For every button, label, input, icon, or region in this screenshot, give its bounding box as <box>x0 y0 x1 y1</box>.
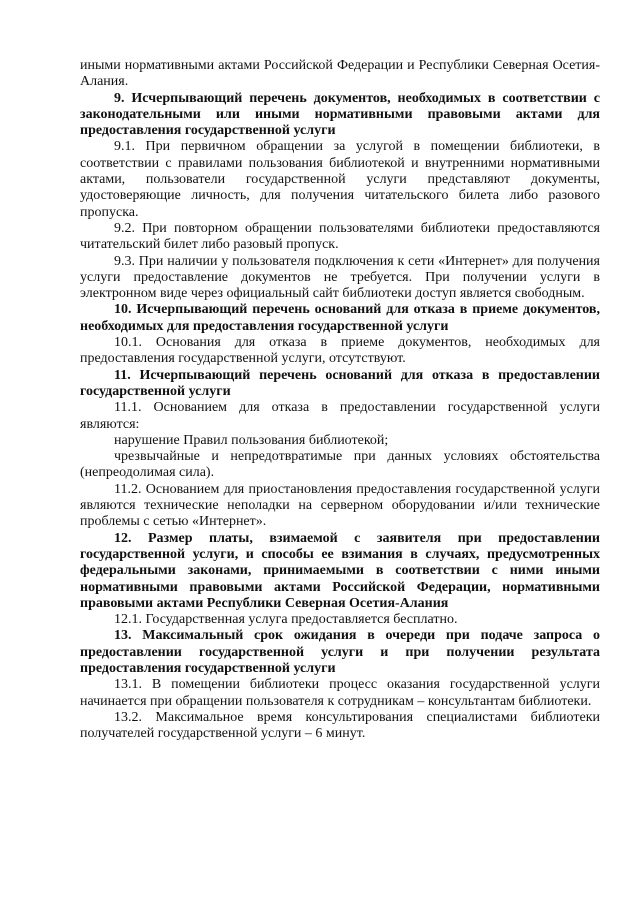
paragraph-11-2: 11.2. Основанием для приостановления предоставления государственной услуги являются технические неполадки на серверном оборудовании и/или технические проблемы с сетью «Интернет». <box>80 481 600 530</box>
paragraph-9-1: 9.1. При первичном обращении за услугой в помещении библиотеки, в соответствии с правилами пользования библиотекой и внутренними нормативными актами, пользователи государственной услуги представляют документы, удостоверяющие личность, для получения читательского билета либо разового пропуска. <box>80 139 600 220</box>
paragraph-12-1: 12.1. Государственная услуга предоставляется бесплатно. <box>114 612 458 628</box>
section-heading-10: 10. Исчерпывающий перечень оснований для отказа в приеме документов, необходимых для предоставления государственной услуги <box>80 302 600 334</box>
paragraph-9-2: 9.2. При повторном обращении пользователями библиотеки предоставляются читательский билет либо разовый пропуск. <box>80 220 600 253</box>
paragraph-10-1: 10.1. Основания для отказа в приеме документов, необходимых для предоставления государственной услуги, отсутствуют. <box>80 335 600 367</box>
paragraph-9-3: 9.3. При наличии у пользователя подключения к сети «Интернет» для получения услуги предоставление документов не требуется. При получении услуги в электронном виде через официальный сайт библиотеки доступ является свободным. <box>80 253 600 302</box>
list-item-force-majeure: чрезвычайные и непредотвратимые при данных условиях обстоятельства (непреодолимая сила). <box>80 449 600 481</box>
paragraph-continuation: иными нормативными актами Российской Федерации и Республики Северная Осетия-Алания. <box>80 58 600 90</box>
list-item-rules-violation: нарушение Правил пользования библиотекой; <box>114 432 389 448</box>
section-heading-9: 9. Исчерпывающий перечень документов, необходимых в соответствии с законодательными или иными нормативными правовыми актами для предоставления государственной услуги <box>80 90 600 139</box>
section-heading-13: 13. Максимальный срок ожидания в очереди при подаче запроса о предоставлении государственной услуги и при получении результата предоставления государственной услуги <box>80 628 600 676</box>
section-heading-11: 11. Исчерпывающий перечень оснований для отказа в предоставлении государственной услуги <box>80 367 600 399</box>
paragraph-13-1: 13.1. В помещении библиотеки процесс оказания государственной услуги начинается при обращении пользователя к сотрудникам – консультантам библиотеки. <box>80 677 600 709</box>
section-heading-12: 12. Размер платы, взимаемой с заявителя при предоставлении государственной услуги, и способы ее взимания в случаях, предусмотренных федеральными законами, принимаемыми в соответствии с ними иными нормативными правовыми актами Российской Федерации, нормативными правовыми актами Республики Северная Осетия-Алания <box>80 530 600 611</box>
paragraph-13-2: 13.2. Максимальное время консультирования специалистами библиотеки получателей государственной услуги – 6 минут. <box>80 709 600 742</box>
document-page <box>80 58 600 742</box>
paragraph-11-1: 11.1. Основанием для отказа в предоставлении государственной услуги являются: <box>80 400 600 432</box>
